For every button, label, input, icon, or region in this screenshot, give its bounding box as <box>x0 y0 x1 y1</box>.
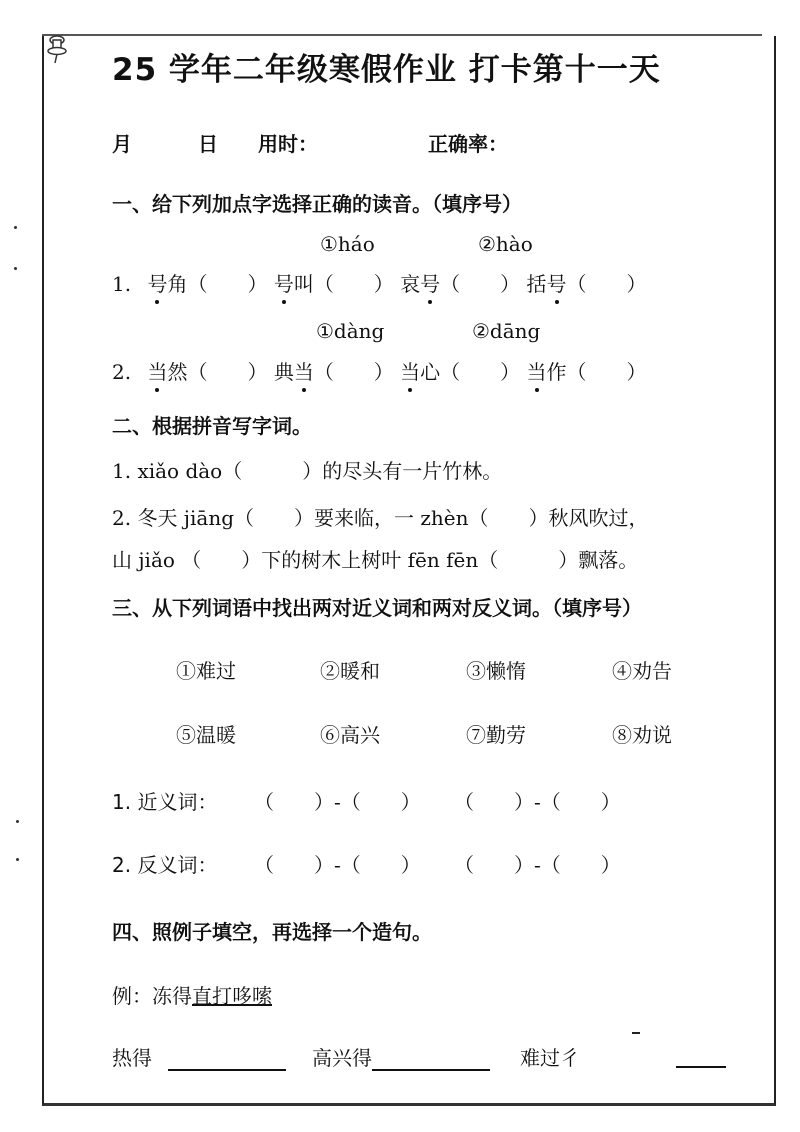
scan-mark <box>632 1032 640 1034</box>
section4-heading: 四、照例子填空，再选择一个造句。 <box>112 920 432 944</box>
page-top-edge <box>42 34 762 36</box>
question-number: 1. <box>112 272 132 296</box>
question-1-row <box>112 268 647 297</box>
answer-blank[interactable]: （ ） <box>566 360 647 384</box>
word-rest: 然 <box>167 360 188 384</box>
answer-blank[interactable]: （ ） <box>187 360 268 384</box>
antonym-pair-1[interactable]: （ ）-（ ） <box>254 853 421 877</box>
answer-blank[interactable]: （ ） <box>187 272 268 296</box>
dotted-char: 号 <box>547 268 567 297</box>
word-option-3: ③懒惰 <box>466 659 526 683</box>
word-rest: 心 <box>420 360 441 384</box>
pushpin-icon <box>44 34 70 64</box>
dotted-char: 号 <box>420 268 440 297</box>
section1-heading: 一、给下列加点字选择正确的读音。（填序号） <box>112 192 522 216</box>
q1-option-2: ②hào <box>478 232 533 256</box>
time-used-label: 用时： <box>258 132 318 156</box>
word-option-6: ⑥高兴 <box>320 723 380 747</box>
example-underlined: 直打哆嗦 <box>192 984 272 1008</box>
scan-speck <box>14 226 17 229</box>
fill-blank[interactable] <box>372 1069 490 1071</box>
word-option-5: ⑤温暖 <box>176 723 236 747</box>
question-2-row <box>112 356 647 385</box>
scan-speck <box>16 820 19 823</box>
fill-item-3 <box>520 1042 580 1071</box>
dotted-char: 号 <box>274 268 294 297</box>
word-rest: 角 <box>167 272 188 296</box>
answer-blank[interactable]: （ ） <box>313 272 394 296</box>
dotted-char: 号 <box>147 268 167 297</box>
synonym-label: 1. 近义词： <box>112 790 218 814</box>
answer-blank[interactable]: （ ） <box>440 272 521 296</box>
pinyin-line-1: 1. xiǎo dào（ ）的尽头有一片竹林。 <box>112 459 503 483</box>
word-rest: 作 <box>546 360 567 384</box>
word-option-7: ⑦勤劳 <box>466 723 526 747</box>
fill-blank[interactable] <box>676 1066 726 1068</box>
synonym-pair-2[interactable]: （ ）-（ ） <box>454 790 621 814</box>
fill-item-label: 高兴得 <box>312 1046 372 1070</box>
antonym-pair-2[interactable]: （ ）-（ ） <box>454 853 621 877</box>
month-label: 月 <box>112 132 132 156</box>
answer-blank[interactable]: （ ） <box>440 360 521 384</box>
word-prefix: 括 <box>526 272 547 296</box>
dotted-char: 当 <box>294 356 314 385</box>
word-rest: 叫 <box>293 272 314 296</box>
scan-speck <box>16 858 19 861</box>
scan-speck <box>14 267 17 270</box>
fill-item-label: 热得 <box>112 1046 152 1070</box>
answer-blank[interactable]: （ ） <box>313 360 394 384</box>
example-line <box>112 980 272 1009</box>
word-prefix: 哀 <box>400 272 421 296</box>
word-option-2: ②暖和 <box>320 659 380 683</box>
question-number: 2. <box>112 360 132 384</box>
q1-option-1: ①háo <box>320 232 375 256</box>
section2-heading: 二、根据拼音写字词。 <box>112 414 312 438</box>
word-option-4: ④劝告 <box>612 659 672 683</box>
dotted-char: 当 <box>400 356 420 385</box>
pinyin-line-2: 2. 冬天 jiāng（ ）要来临，一 zhèn（ ）秋风吹过， <box>112 506 649 530</box>
fill-item-2 <box>312 1042 490 1071</box>
pinyin-line-3: 山 jiǎo （ ）下的树木上树叶 fēn fēn（ ）飘落。 <box>112 548 639 572</box>
synonym-pair-1[interactable]: （ ）-（ ） <box>254 790 421 814</box>
antonym-label: 2. 反义词： <box>112 853 218 877</box>
q2-option-2: ②dāng <box>472 319 541 343</box>
q2-option-1: ①dàng <box>316 319 385 343</box>
fill-item-label: 难过彳 <box>520 1046 580 1070</box>
dotted-char: 当 <box>527 356 547 385</box>
word-option-1: ①难过 <box>176 659 236 683</box>
dotted-char: 当 <box>147 356 167 385</box>
day-label: 日 <box>198 132 218 156</box>
answer-blank[interactable]: （ ） <box>566 272 647 296</box>
accuracy-label: 正确率： <box>428 132 508 156</box>
fill-blank[interactable] <box>168 1069 286 1071</box>
word-option-8: ⑧劝说 <box>612 723 672 747</box>
page-title: 25 学年二年级寒假作业 打卡第十一天 <box>112 52 661 88</box>
example-prefix: 例：冻得 <box>112 984 192 1008</box>
section3-heading: 三、从下列词语中找出两对近义词和两对反义词。（填序号） <box>112 596 642 620</box>
word-prefix: 典 <box>273 360 294 384</box>
fill-item-1 <box>112 1042 286 1071</box>
